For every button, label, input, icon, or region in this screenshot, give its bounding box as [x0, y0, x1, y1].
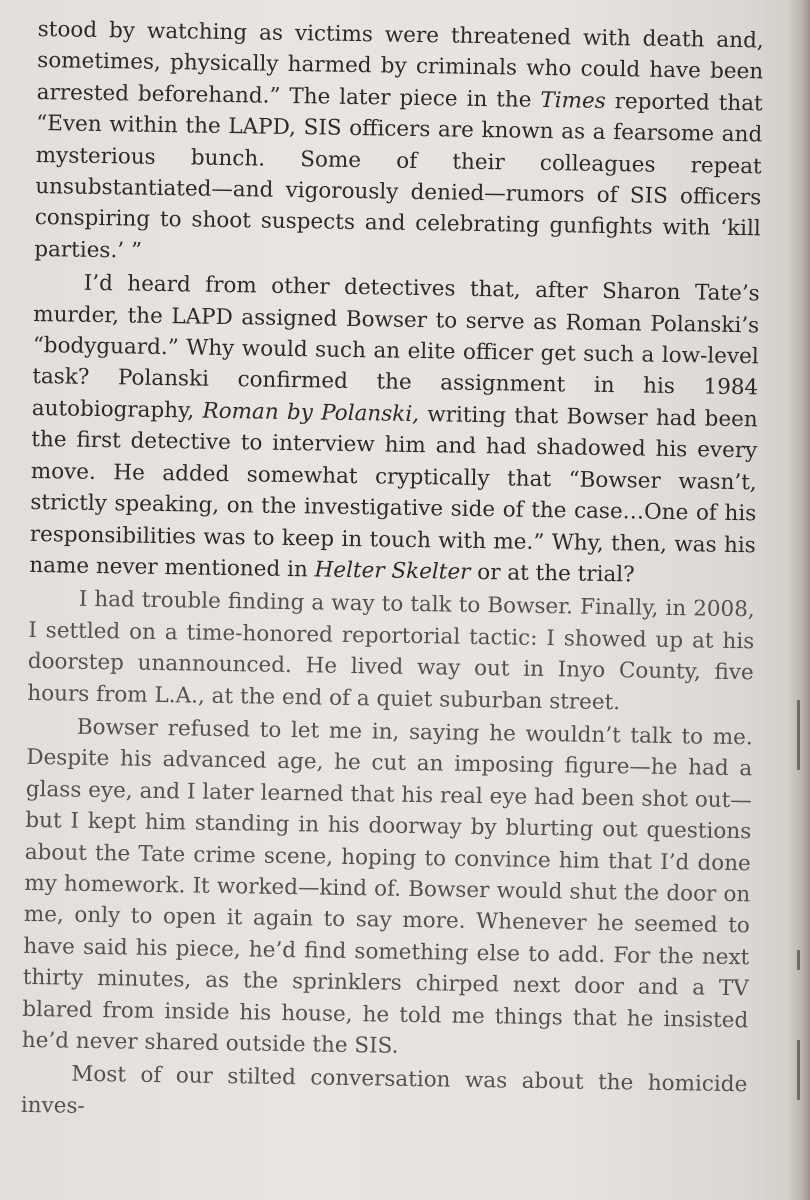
paragraph-text-italic: Roman by Polanski,: [202, 398, 420, 427]
paragraph-text: stood by watching as victims were threatened with death and, sometimes, physically harmed by criminals who could have been arrested beforehand.” The later piece in the: [36, 16, 764, 113]
page-edge-shadow: [788, 0, 810, 1200]
paragraph-text: I’d heard from other detectives that, after Sharon Tate’s murder, the LAPD assigned Bowser to serve as Roman Polanski’s “bodyguard.” Why would such an elite officer get such a low-level task? Polanski confirmed the assignment in his 1984 autobiography,: [31, 271, 760, 424]
paragraph-text-italic: Helter Skelter: [314, 557, 471, 585]
paragraph-text-italic: Times: [540, 87, 606, 114]
paragraph-2: [29, 267, 760, 592]
page-edge-mark: [797, 700, 800, 770]
paragraph-text: Bowser refused to let me in, saying he wouldn’t talk to me. Despite his advanced age, he cut an imposing figure—he had a glass eye, and I later learned that his real eye had been shot out—but I kept him standing in his doorway by blurting out questions about the Tate crime scene, hoping to convince him that I’d done my homework. It worked—kind of. Bowser would shut the door on me, only to open it again to say more. Whenever he seemed to have said his piece, he’d find something else to add. For the next thirty minutes, as the sprinklers chirped next door and a TV blared from inside his house, he told me things that he insisted he’d never shared outside the SIS.: [21, 714, 753, 1059]
body-text: [21, 14, 764, 1134]
paragraph-text: Most of our stilted conversation was about the homicide inves-: [20, 1062, 748, 1119]
paragraph-1: [34, 14, 764, 277]
paragraph-text: writing that Bowser had been the first detective to interview him and had shadowed his every move. He added somewhat cryptically that “Bowser wasn’t, strictly speaking, on the investigative side of the case…One of his responsibilities was to keep in touch with me.” Why, then, was his name never mentioned in: [29, 401, 758, 583]
paragraph-4: [22, 711, 753, 1068]
paragraph-5: [21, 1058, 748, 1132]
page-edge-mark: [797, 1040, 800, 1100]
paragraph-text: or at the trial?: [470, 559, 635, 588]
paragraph-text: reported that “Even within the LAPD, SIS officers are known as a fearsome and mysterious bunch. Some of their colleagues repeat unsubstantiated—and vigorously denied—rumors of SIS officers conspiring to shoot suspects and celebrating gunfights with ‘kill parties.’ ”: [34, 88, 763, 264]
paragraph-3: [27, 583, 755, 720]
paragraph-text: I had trouble finding a way to talk to Bowser. Finally, in 2008, I settled on a time-honored reportorial tactic: I showed up at his doorstep unannounced. He lived way out in Inyo County, five hours from L.A., at the end of a quiet suburban street.: [27, 587, 755, 715]
page-edge-mark: [797, 950, 800, 970]
